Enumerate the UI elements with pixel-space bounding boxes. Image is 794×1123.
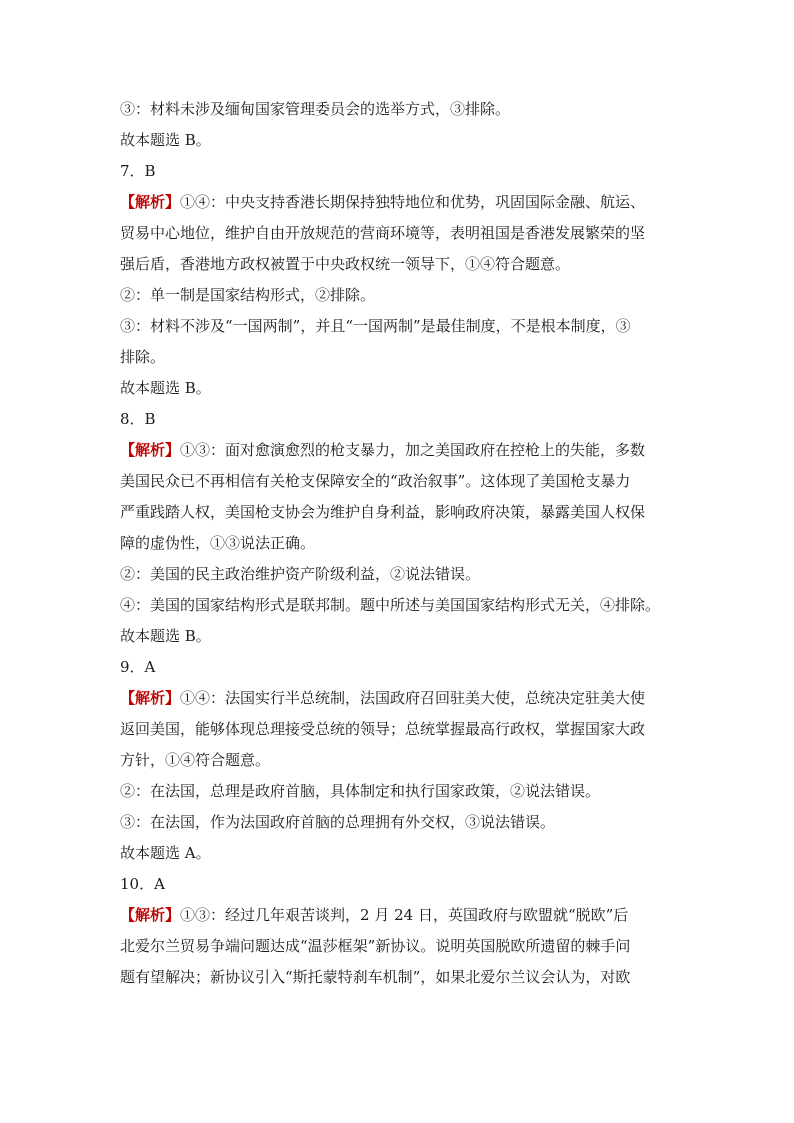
text-line — [120, 249, 680, 280]
line-text: ③：材料未涉及缅甸国家管理委员会的选举方式，③排除。 — [120, 100, 511, 118]
text-line — [120, 218, 680, 249]
line-text: ②：在法国，总理是政府首脑，具体制定和执行国家政策，②说法错误。 — [120, 782, 601, 800]
text-line — [120, 962, 680, 993]
text-line — [120, 621, 680, 652]
text-line — [120, 869, 680, 900]
line-text: 严重践踏人权，美国枪支协会为维护自身利益，影响政府决策，暴露美国人权保 — [120, 503, 646, 521]
line-text: ③：材料不涉及“一国两制”，并且“一国两制”是最佳制度，不是根本制度，③ — [120, 317, 631, 335]
text-line — [120, 311, 680, 342]
line-text: 9．A — [120, 658, 156, 676]
line-text: 故本题选 B。 — [120, 131, 211, 149]
line-text: 障的虚伪性，①③说法正确。 — [120, 534, 316, 552]
line-text: ①④：中央支持香港长期保持独特地位和优势，巩固国际金融、航运、 — [180, 193, 646, 211]
text-line — [120, 94, 680, 125]
line-text: ②：美国的民主政治维护资产阶级利益，②说法错误。 — [120, 565, 481, 583]
line-text: 强后盾，香港地方政权被置于中央政权统一领导下，①④符合题意。 — [120, 255, 571, 273]
line-text: ①④：法国实行半总统制，法国政府召回驻美大使，总统决定驻美大使 — [180, 689, 646, 707]
text-line — [120, 931, 680, 962]
line-text: 故本题选 B。 — [120, 627, 211, 645]
text-line — [120, 156, 680, 187]
analysis-tag: 【解析】 — [120, 689, 181, 707]
line-text: ②：单一制是国家结构形式，②排除。 — [120, 286, 376, 304]
line-text: 7．B — [120, 162, 156, 180]
line-text: ③：在法国，作为法国政府首脑的总理拥有外交权，③说法错误。 — [120, 813, 556, 831]
text-line — [120, 404, 680, 435]
text-line — [120, 838, 680, 869]
line-text: 贸易中心地位，维护自由开放规范的营商环境等，表明祖国是香港发展繁荣的坚 — [120, 224, 646, 242]
analysis-line — [120, 900, 680, 931]
text-line — [120, 745, 680, 776]
document-body — [120, 94, 680, 993]
text-line — [120, 497, 680, 528]
line-text: 故本题选 B。 — [120, 379, 211, 397]
analysis-tag: 【解析】 — [120, 193, 181, 211]
text-line — [120, 807, 680, 838]
line-text: ①③：经过几年艰苦谈判，2 月 24 日，英国政府与欧盟就“脱欧”后 — [180, 906, 629, 924]
text-line — [120, 590, 680, 621]
text-line — [120, 280, 680, 311]
line-text: 10．A — [120, 875, 165, 893]
text-line — [120, 342, 680, 373]
line-text: 题有望解决；新协议引入“斯托蒙特刹车机制”，如果北爱尔兰议会认为，对欧 — [120, 968, 631, 986]
line-text: 故本题选 A。 — [120, 844, 211, 862]
line-text: 排除。 — [120, 348, 166, 366]
text-line — [120, 373, 680, 404]
analysis-line — [120, 187, 680, 218]
line-text: 返回美国，能够体现总理接受总统的领导；总统掌握最高行政权，掌握国家大政 — [120, 720, 646, 738]
analysis-tag: 【解析】 — [120, 906, 181, 924]
line-text: 方针，①④符合题意。 — [120, 751, 271, 769]
analysis-tag: 【解析】 — [120, 441, 181, 459]
text-line — [120, 528, 680, 559]
line-text: 北爱尔兰贸易争端问题达成“温莎框架”新协议。说明英国脱欧所遗留的棘手问 — [120, 937, 631, 955]
text-line — [120, 652, 680, 683]
analysis-line — [120, 683, 680, 714]
line-text: 8．B — [120, 410, 156, 428]
line-text: ④：美国的国家结构形式是联邦制。题中所述与美国国家结构形式无关，④排除。 — [120, 596, 661, 614]
line-text: ①③：面对愈演愈烈的枪支暴力，加之美国政府在控枪上的失能，多数 — [180, 441, 646, 459]
text-line — [120, 125, 680, 156]
text-line — [120, 466, 680, 497]
line-text: 美国民众已不再相信有关枪支保障安全的“政治叙事”。这体现了美国枪支暴力 — [120, 472, 631, 490]
text-line — [120, 776, 680, 807]
analysis-line — [120, 435, 680, 466]
text-line — [120, 714, 680, 745]
text-line — [120, 559, 680, 590]
